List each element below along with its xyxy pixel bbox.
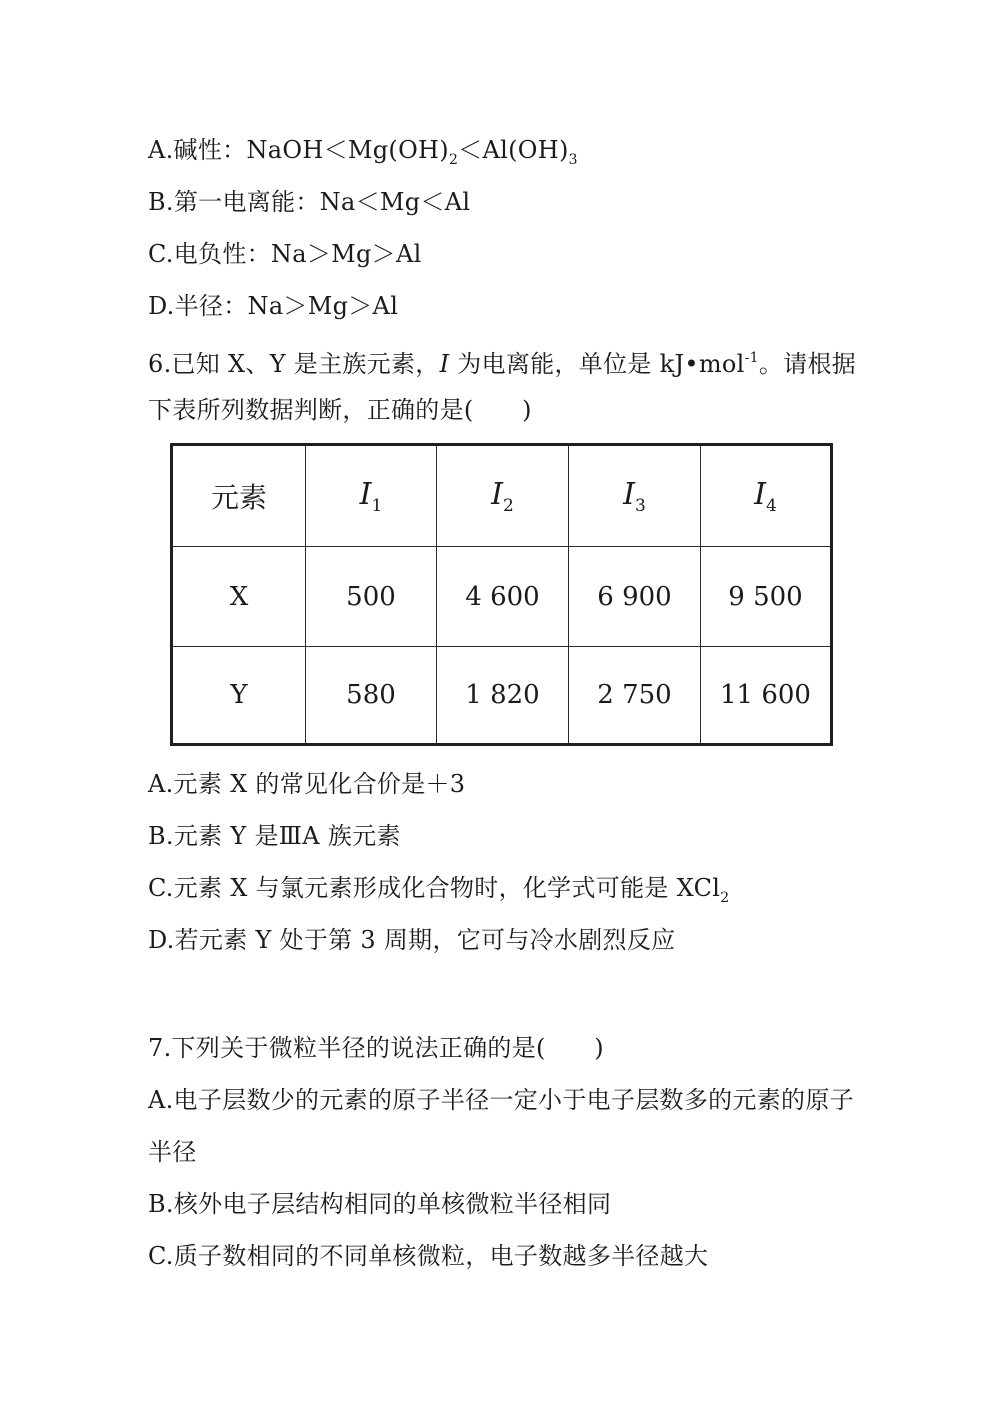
text-segment: A.电子层数少的元素的原子半径一定小于电子层数多的元素的原子 bbox=[148, 1086, 854, 1114]
text-segment: 。请根据 bbox=[758, 350, 857, 378]
option-7A-line-1 bbox=[148, 1074, 888, 1126]
table-cell: 1 820 bbox=[437, 647, 569, 745]
table-row bbox=[172, 547, 832, 647]
text-segment: 为电离能，单位是 kJ•mol bbox=[449, 350, 745, 378]
blank-line bbox=[148, 966, 888, 1022]
question-7-stem bbox=[148, 1022, 888, 1074]
option-7B bbox=[148, 1178, 888, 1230]
text-segment: B.第一电离能：Na＜Mg＜Al bbox=[148, 188, 471, 216]
ionization-energy-table bbox=[170, 443, 833, 746]
question-6-stem-line-1 bbox=[148, 332, 888, 384]
subscript-text: 4 bbox=[766, 495, 777, 516]
text-segment: B.元素 Y 是ⅢA 族元素 bbox=[148, 822, 401, 850]
text-segment: 半径 bbox=[148, 1138, 197, 1166]
text-segment: B.核外电子层结构相同的单核微粒半径相同 bbox=[148, 1190, 612, 1218]
option-5C bbox=[148, 228, 888, 280]
table-cell: 500 bbox=[306, 547, 437, 647]
text-segment: 6.已知 X、Y 是主族元素， bbox=[148, 350, 440, 378]
superscript-text: -1 bbox=[744, 350, 759, 366]
table-cell: 580 bbox=[306, 647, 437, 745]
option-6D bbox=[148, 914, 888, 966]
table-header-cell bbox=[437, 445, 569, 547]
option-5D bbox=[148, 280, 888, 332]
subscript-text: 2 bbox=[448, 152, 459, 168]
text-segment: I bbox=[623, 476, 636, 512]
subscript-text: 2 bbox=[720, 890, 730, 906]
text-segment: 元素 bbox=[210, 481, 267, 514]
text-segment: A.元素 X 的常见化合价是＋3 bbox=[148, 770, 466, 798]
table-cell: 2 750 bbox=[569, 647, 701, 745]
option-5B bbox=[148, 176, 888, 228]
table-cell: 4 600 bbox=[437, 547, 569, 647]
option-5A bbox=[148, 124, 888, 176]
option-7C bbox=[148, 1230, 888, 1282]
text-segment: I bbox=[439, 350, 450, 378]
table-header-cell bbox=[701, 445, 832, 547]
option-6C bbox=[148, 862, 888, 914]
text-segment: 7.下列关于微粒半径的说法正确的是( ) bbox=[148, 1034, 604, 1062]
option-6A bbox=[148, 758, 888, 810]
table-cell: 6 900 bbox=[569, 547, 701, 647]
option-6B bbox=[148, 810, 888, 862]
text-segment: 下表所列数据判断，正确的是( ) bbox=[148, 396, 532, 424]
subscript-text: 1 bbox=[371, 495, 383, 516]
table-cell: 9 500 bbox=[701, 547, 832, 647]
document-page bbox=[148, 124, 888, 1282]
text-segment: D.若元素 Y 处于第 3 周期，它可与冷水剧烈反应 bbox=[148, 926, 676, 954]
table-row bbox=[172, 647, 832, 745]
table-header-cell bbox=[306, 445, 437, 547]
text-segment: I bbox=[754, 476, 767, 512]
subscript-text: 3 bbox=[635, 495, 646, 516]
text-segment: C.元素 X 与氯元素形成化合物时，化学式可能是 XCl bbox=[148, 874, 721, 902]
option-7A-line-2 bbox=[148, 1126, 888, 1178]
text-segment: I bbox=[359, 476, 372, 512]
text-segment: D.半径：Na＞Mg＞Al bbox=[148, 292, 399, 320]
table-cell: 11 600 bbox=[701, 647, 832, 745]
subscript-text: 2 bbox=[503, 495, 514, 516]
text-segment: C.质子数相同的不同单核微粒，电子数越多半径越大 bbox=[148, 1242, 709, 1270]
text-segment: ＜Al(OH) bbox=[458, 136, 569, 164]
text-segment: C.电负性：Na＞Mg＞Al bbox=[148, 240, 422, 268]
question-6-stem-line-2 bbox=[148, 384, 888, 436]
text-segment: A.碱性：NaOH＜Mg(OH) bbox=[148, 136, 449, 164]
table-header-cell bbox=[172, 445, 306, 547]
table-cell: Y bbox=[172, 647, 306, 745]
table-cell: X bbox=[172, 547, 306, 647]
text-segment: I bbox=[491, 476, 504, 512]
subscript-text: 3 bbox=[568, 152, 578, 168]
table-header-cell bbox=[569, 445, 701, 547]
